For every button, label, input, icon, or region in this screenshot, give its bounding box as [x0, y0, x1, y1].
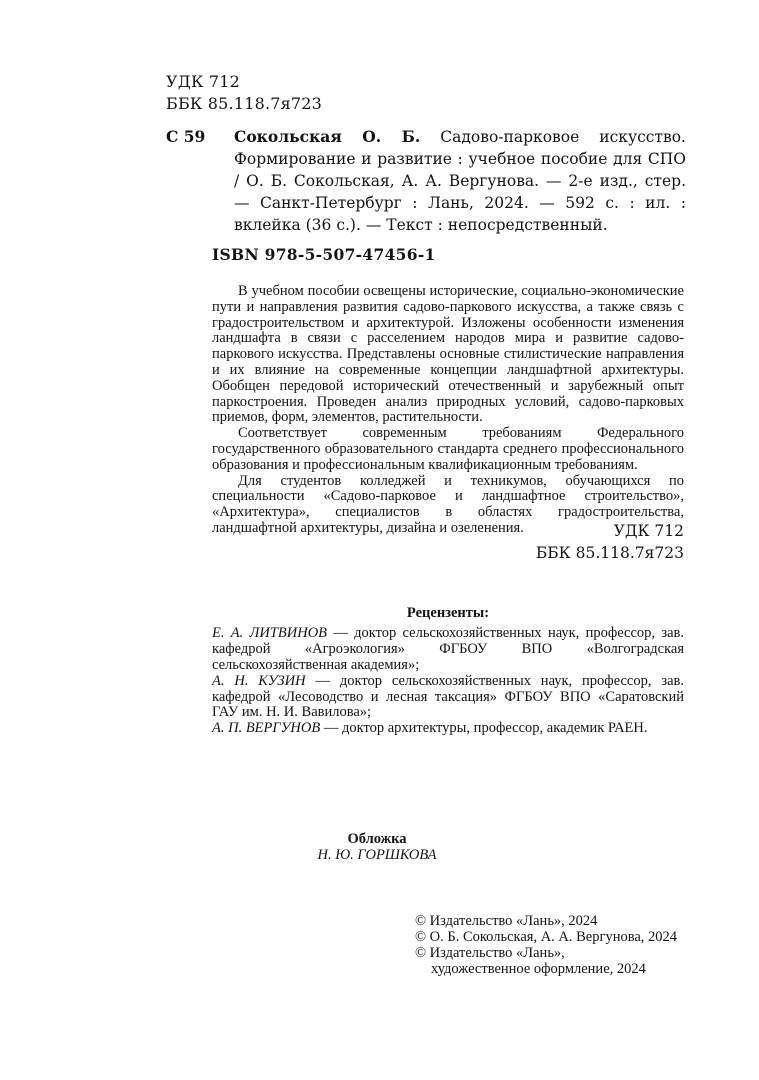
reviewer-name: А. П. ВЕРГУНОВ [212, 720, 321, 737]
reviewer-description: — доктор сельскохозяйственных наук, профессор, зав. кафедрой «Лесоводство и лесная таксация» ФГБОУ ВПО «Саратовский ГАУ им. Н. И. Вавилова»; [212, 672, 684, 721]
bibliographic-description [234, 126, 686, 236]
reviewer-name: Е. А. ЛИТВИНОВ [212, 624, 328, 641]
bbk-code-bottom: ББК 85.118.7я723 [535, 544, 684, 562]
reviewer-item [212, 674, 684, 722]
annotation [212, 284, 684, 537]
copyright-block [415, 913, 677, 977]
isbn: ISBN 978-5-507-47456-1 [212, 245, 436, 264]
copyright-line-1: © Издательство «Лань», 2024 [415, 913, 598, 929]
annotation-paragraph-3: Для студентов колледжей и техникумов, обучающихся по специальности «Садово-парковое и ландшафтное строительство», «Архитектура», специалистов в областях градостроительства, ландшафтной архитектуры, дизайна и озеленения. [212, 472, 684, 536]
cover-label: Обложка [347, 831, 407, 847]
udk-bbk-block-top [166, 71, 322, 115]
reviewer-description: — доктор архитектуры, профессор, академик РАЕН. [320, 720, 648, 737]
cover-credit [212, 831, 542, 863]
reviewer-item [212, 721, 684, 737]
author-mark: С 59 [166, 127, 206, 146]
annotation-paragraph-1: В учебном пособии освещены исторические, социально-экономические пути и направления развития садово-паркового искусства, а также связь с градостроительством и архитектурой. Изложены особенности изменения ландшафта в связи с расселением народов мира и развитие садово-паркового искусства. Представлены основные стилистические направления и их влияние на современные концепции ландшафтной архитектуры. Обобщен передовой исторический отечественный и зарубежный опыт паркостроения. Проведен анализ природных условий, садово-парковых приемов, форм, элементов, растительности. [212, 283, 684, 426]
udk-code-bottom: УДК 712 [613, 522, 684, 540]
reviewer-item [212, 626, 684, 674]
copyright-line-4: художественное оформление, 2024 [431, 961, 646, 977]
author-name: Сокольская О. Б. [234, 127, 421, 146]
reviewer-name: А. Н. КУЗИН [212, 672, 306, 689]
reviewers-block [212, 606, 684, 737]
description-text: Садово-парковое искусство. Формирование и развитие : учебное пособие для СПО / О. Б. Сокольская, А. А. Вергунова. — 2-е изд., стер. — Санкт-Петербург : Лань, 2024. — 592 с. : ил. : вклейка (36 с.). — Текст : непосредственный. [234, 128, 686, 234]
cover-designer-name: Н. Ю. ГОРШКОВА [317, 847, 437, 863]
reviewers-title: Рецензенты: [406, 605, 490, 621]
bbk-code: ББК 85.118.7я723 [166, 94, 323, 113]
copyright-line-3: © Издательство «Лань», [415, 945, 565, 961]
catalog-entry [166, 126, 686, 236]
udk-code: УДК 712 [166, 72, 240, 91]
reviewer-description: — доктор сельскохозяйственных наук, профессор, зав. кафедрой «Агроэкология» ФГБОУ ВПО «Волгоградская сельскохозяйственная академия»; [212, 624, 684, 673]
udk-bbk-block-bottom [536, 520, 684, 564]
annotation-paragraph-2: Соответствует современным требованиям Федерального государственного образовательного стандарта среднего профессионального образования и профессиональным квалификационным требованиям. [212, 425, 684, 473]
copyright-line-2: © О. Б. Сокольская, А. А. Вергунова, 2024 [415, 929, 678, 945]
